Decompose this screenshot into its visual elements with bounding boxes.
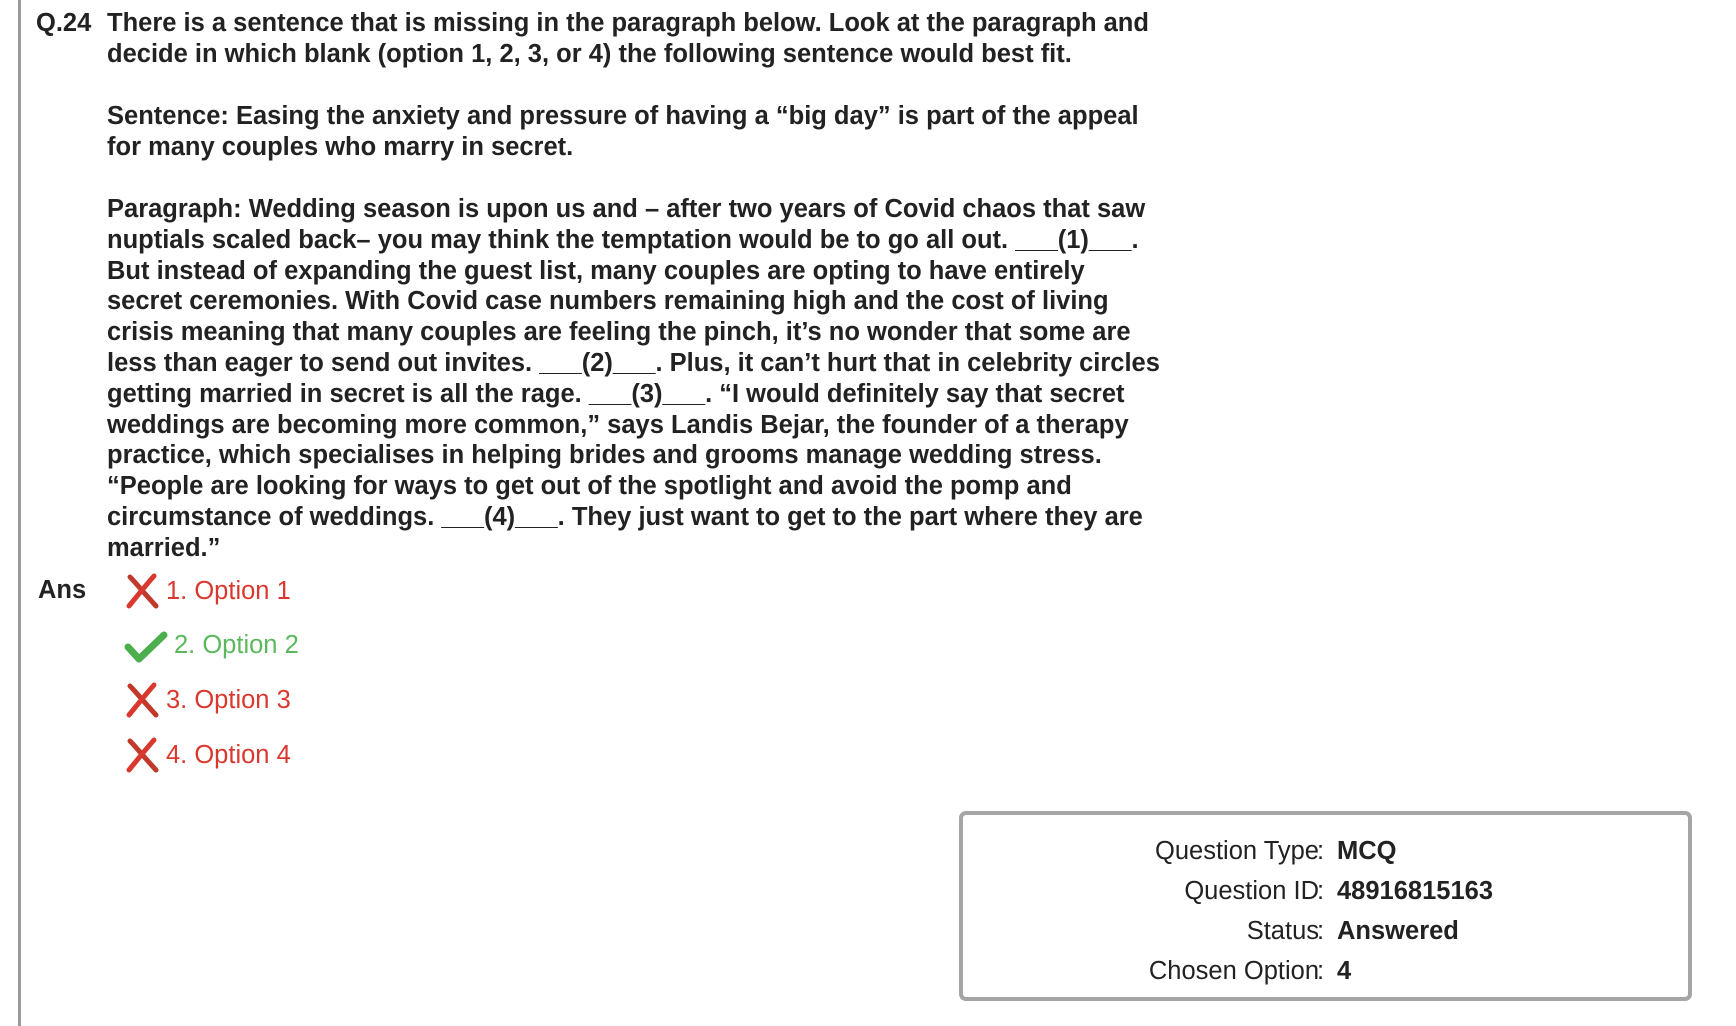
info-colon: : (1317, 877, 1325, 905)
question-body (107, 8, 1247, 564)
info-colon: : (1317, 837, 1325, 865)
cross-icon (124, 571, 162, 611)
info-row-status (963, 914, 1688, 948)
question-instruction: There is a sentence that is missing in the paragraph below. Look at the paragraph and decide in which blank (option 1, 2, 3, or 4) the following sentence would best fit. (107, 9, 1149, 68)
option-4 (124, 735, 291, 775)
option-label: 1. Option 1 (166, 576, 291, 605)
missing-sentence: Sentence: Easing the anxiety and pressure of having a “big day” is part of the appeal for many couples who marry in secret. (107, 102, 1139, 161)
option-1 (124, 571, 291, 611)
info-colon: : (1317, 957, 1325, 985)
info-value: Answered (1337, 917, 1459, 945)
info-value: 48916815163 (1337, 877, 1494, 905)
info-label: Question ID (1184, 877, 1319, 905)
question-info-box (959, 811, 1692, 1001)
info-row-question-type (963, 834, 1688, 868)
info-value: MCQ (1337, 837, 1397, 865)
info-value: 4 (1337, 957, 1352, 985)
cross-icon (124, 735, 162, 775)
info-label: Status (1246, 917, 1319, 945)
option-3 (124, 680, 291, 720)
option-label: 4. Option 4 (166, 740, 291, 769)
info-row-question-id (963, 874, 1688, 908)
option-label: 3. Option 3 (166, 685, 291, 714)
info-colon: : (1317, 917, 1325, 945)
info-label: Chosen Option (1148, 957, 1319, 985)
question-paragraph: Paragraph: Wedding season is upon us and – after two years of Covid chaos that saw nuptials scaled back– you may think the temptation would be to go all out. ___(1)___. But instead of expanding the guest list, many couples are opting to have entirely secret ceremonies. With Covid case numbers remaining high and the cost of living crisis meaning that many couples are feeling the pinch, it’s no wonder that some are less than eager to send out invites. ___(2)___. Plus, it can’t hurt that in celebrity circles getting married in secret is all the rage. ___(3)___. “I would definitely say that secret weddings are becoming more common,” says Landis Bejar, the founder of a therapy practice, which specialises in helping brides and grooms manage wedding stress. “People are looking for ways to get out of the spotlight and avoid the pomp and circumstance of weddings. ___(4)___. They just want to get to the part where they are married.” (107, 195, 1160, 562)
option-label: 2. Option 2 (174, 630, 299, 659)
question-number: Q.24 (36, 9, 92, 37)
check-icon (124, 625, 170, 665)
info-label: Question Type (1155, 837, 1319, 865)
cross-icon (124, 680, 162, 720)
option-2 (124, 625, 299, 665)
answer-label: Ans (38, 576, 87, 604)
info-row-chosen-option (963, 954, 1688, 988)
